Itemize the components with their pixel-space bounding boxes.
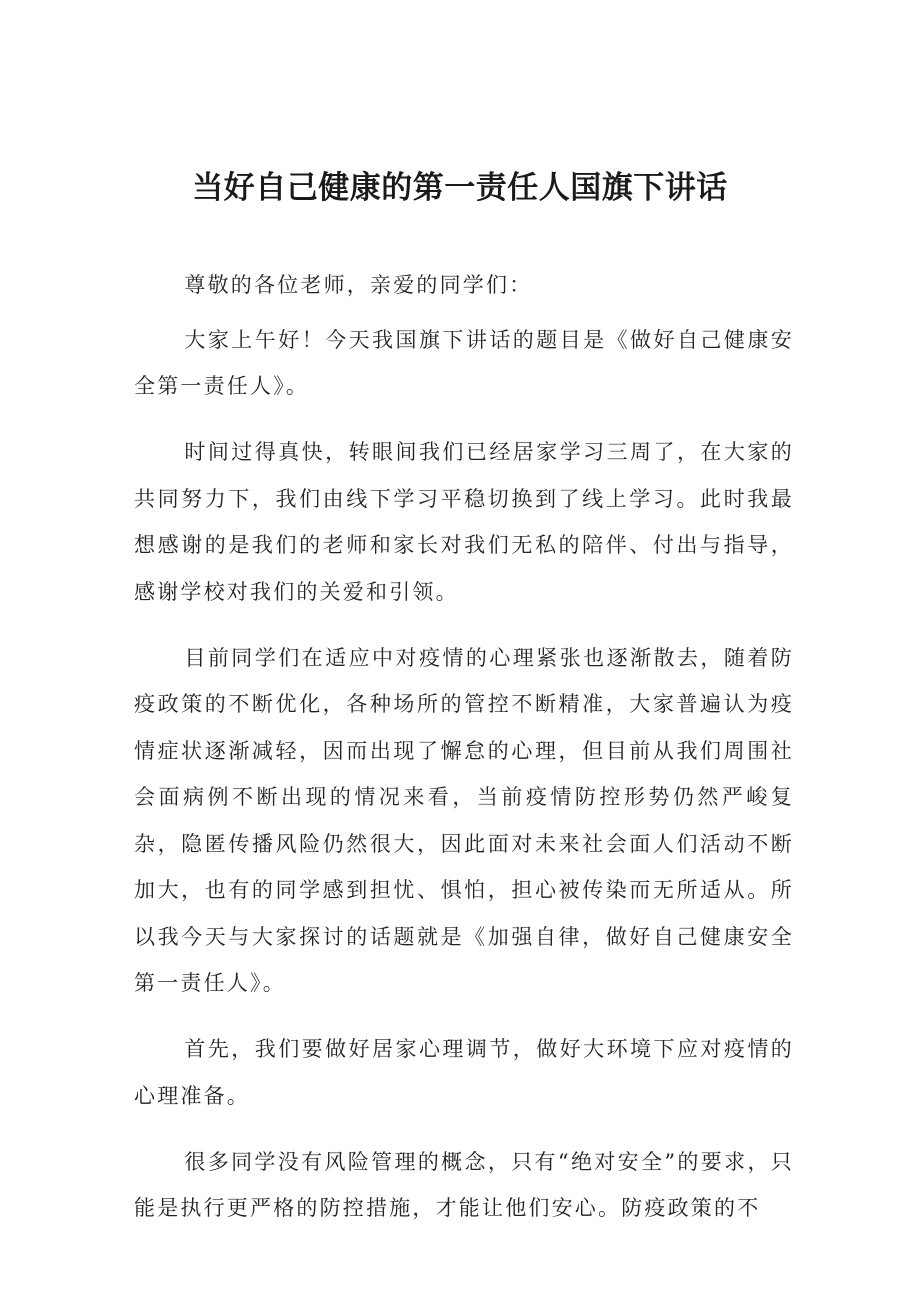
document-body	[134, 262, 794, 1251]
document-title: 当好自己健康的第一责任人国旗下讲话	[192, 170, 728, 206]
body-paragraph: 目前同学们在适应中对疫情的心理紧张也逐渐散去，随着防疫政策的不断优化，各种场所的管控不断精准，大家普遍认为疫情症状逐渐减轻，因而出现了懈怠的心理，但目前从我们周围社会面病例不断出现的情况来看，当前疫情防控形势仍然严峻复杂，隐匿传播风险仍然很大，因此面对未来社会面人们活动不断加大，也有的同学感到担忧、惧怕，担心被传染而无所适从。所以我今天与大家探讨的话题就是《加强自律，做好自己健康安全第一责任人》。	[134, 645, 794, 995]
body-paragraph: 首先，我们要做好居家心理调节，做好大环境下应对疫情的心理准备。	[134, 1037, 794, 1108]
salutation-paragraph: 尊敬的各位老师，亲爱的同学们：	[184, 273, 533, 297]
body-paragraph: 很多同学没有风险管理的概念，只有“绝对安全”的要求，只能是执行更严格的防控措施，才能让他们安心。防疫政策的不	[134, 1149, 794, 1220]
body-paragraph: 时间过得真快，转眼间我们已经居家学习三周了，在大家的共同努力下，我们由线下学习平稳切换到了线上学习。此时我最想感谢的是我们的老师和家长对我们无私的陪伴、付出与指导，感谢学校对我们的关爱和引领。	[134, 440, 794, 604]
greeting-paragraph: 大家上午好！今天我国旗下讲话的题目是《做好自己健康安全第一责任人》。	[134, 327, 794, 398]
